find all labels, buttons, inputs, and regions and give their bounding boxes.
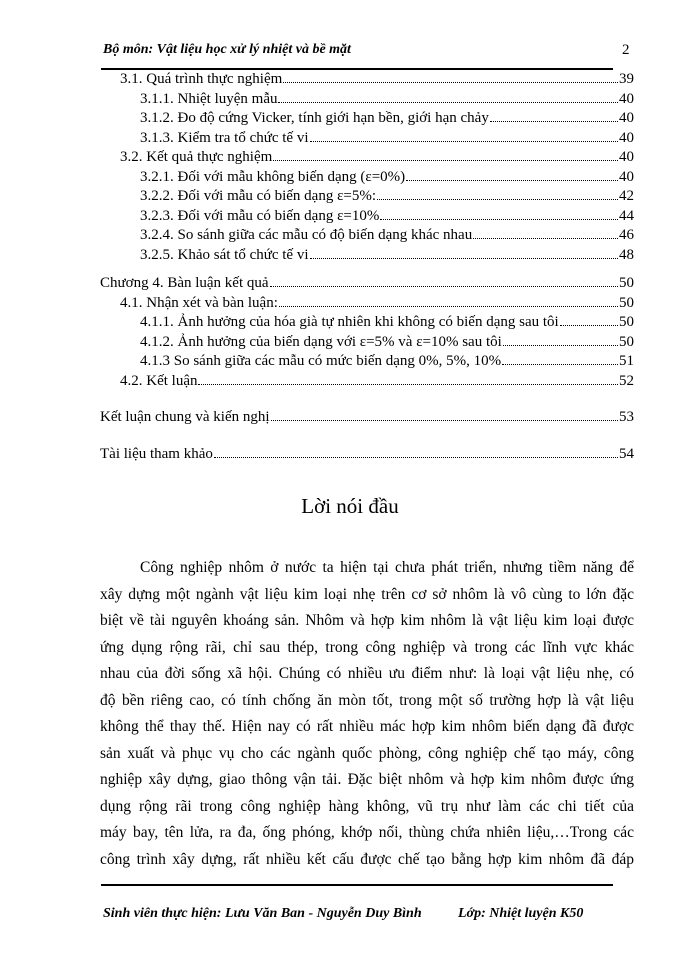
header-title: Bộ môn: Vật liệu học xử lý nhiệt và bề mặt: [103, 42, 351, 57]
toc-entry-label: 3.1.3. Kiểm tra tổ chức tế vi: [140, 129, 309, 146]
toc-entry: [100, 168, 634, 188]
toc-leader-dots: [380, 219, 618, 220]
toc-entry-page: 50: [619, 294, 634, 311]
toc-leader-dots: [271, 420, 618, 421]
toc-entry: [100, 109, 634, 129]
toc-entry-label: 3.2. Kết quả thực nghiệm: [120, 149, 273, 165]
toc-entry-page: 40: [619, 129, 634, 146]
paragraph-line: dụng rộng rãi trong công nghiệp hàng không, vũ trụ như làm các chi tiết của: [100, 797, 634, 815]
paragraph-line: công trình xây dựng, rất nhiều kết cấu được chế tạo bằng hợp kim nhôm đã đáp: [100, 850, 634, 868]
paragraph-line: máy bay, tên lửa, ra đa, ống phóng, khớp nối, thùng chứa nhiên liệu,…Trong các: [100, 824, 634, 841]
toc-entry: [100, 313, 634, 333]
toc-entry-label: 3.1.2. Đo độ cứng Vicker, tính giới hạn bền, giới hạn chảy: [140, 110, 489, 126]
toc-leader-dots: [273, 160, 618, 161]
toc-leader-dots: [503, 345, 618, 346]
toc-entry: [100, 408, 634, 428]
toc-entry: [100, 90, 634, 110]
toc-entry-page: 53: [619, 409, 634, 425]
toc-leader-dots: [279, 306, 618, 307]
toc-entry: [100, 445, 634, 465]
toc-entry-page: 50: [619, 314, 634, 330]
toc-entry: [100, 187, 634, 207]
paragraph-line: không thể thay thế. Hiện nay có rất nhiều mác hợp kim nhôm biến dạng đã được: [100, 718, 634, 735]
toc-leader-dots: [270, 286, 618, 287]
toc-leader-dots: [278, 102, 618, 103]
toc-entry-page: 52: [619, 372, 634, 389]
toc-entry-page: 50: [619, 275, 634, 291]
paragraph-line: nghiệp xây dựng, giao thông vận tải. Đặc biệt nhôm và hợp kim nhôm được ứng: [100, 771, 634, 788]
toc-entry-page: 46: [619, 227, 634, 243]
toc-entry-label: 3.2.1. Đối với mẫu không biến dạng (ε=0%): [140, 168, 406, 185]
toc-entry-page: 40: [619, 168, 634, 185]
toc-entry: [100, 372, 634, 392]
toc-entry-label: 3.2.4. So sánh giữa các mẫu có độ biến dạng khác nhau: [140, 227, 473, 243]
toc-entry-page: 44: [619, 207, 634, 224]
toc-entry: [100, 294, 634, 314]
toc-entry-label: 4.1.3 So sánh giữa các mẫu có mức biến dạng 0%, 5%, 10%: [140, 353, 502, 369]
footer-rule: [101, 884, 613, 886]
toc-entry-page: 54: [619, 445, 634, 462]
toc-entry-label: 3.2.2. Đối với mẫu có biến dạng ε=5%:: [140, 188, 376, 204]
toc-entry-label: Tài liệu tham khảo: [100, 445, 213, 462]
toc-entry-page: 40: [619, 90, 634, 107]
paragraph-line: nhau của đời sống xã hội. Chúng có nhiều ưu điểm như: là loại vật liệu nhẹ, có: [100, 665, 634, 682]
table-of-contents: [100, 70, 634, 464]
toc-leader-dots: [310, 141, 618, 142]
toc-leader-dots: [198, 384, 618, 385]
toc-entry: [100, 148, 634, 168]
paragraph-line: sản xuất và phục vụ cho các ngành quốc phòng, công nghiệp chế tạo máy, công: [100, 744, 634, 762]
toc-leader-dots: [377, 199, 618, 200]
toc-entry-label: 3.1.1. Nhiệt luyện mẫu: [140, 90, 278, 107]
toc-leader-dots: [490, 121, 618, 122]
page-number: 2: [622, 42, 630, 58]
section-title: Lời nói đầu: [301, 494, 399, 518]
body-paragraph: [100, 555, 634, 873]
toc-entry-page: 42: [619, 188, 634, 204]
toc-leader-dots: [310, 258, 618, 259]
paragraph-line: xây dựng một ngành vật liệu kim loại nhẹ trên cơ sở nhôm là vô cùng to lớn đặc: [100, 585, 634, 603]
toc-leader-dots: [214, 457, 618, 458]
paragraph-line: Công nghiệp nhôm ở nước ta hiện tại chưa phát triển, nhưng tiềm năng để: [140, 559, 634, 576]
toc-entry: [100, 70, 634, 90]
toc-entry-label: 3.2.3. Đối với mẫu có biến dạng ε=10%: [140, 207, 380, 224]
toc-entry-label: Kết luận chung và kiến nghị: [100, 409, 270, 425]
toc-entry-label: 3.2.5. Khảo sát tổ chức tế vi: [140, 246, 309, 263]
toc-entry: [100, 352, 634, 372]
toc-leader-dots: [406, 180, 618, 181]
toc-entry: [100, 207, 634, 227]
toc-entry: [100, 274, 634, 294]
toc-entry-page: 40: [619, 149, 634, 165]
toc-entry-page: 40: [619, 110, 634, 126]
toc-entry: [100, 333, 634, 353]
toc-entry: [100, 226, 634, 246]
toc-entry-page: 48: [619, 246, 634, 263]
toc-entry-label: Chương 4. Bàn luận kết quả: [100, 275, 269, 291]
toc-entry-label: 4.2. Kết luận: [120, 372, 198, 389]
toc-entry: [100, 129, 634, 149]
toc-leader-dots: [473, 238, 618, 239]
toc-entry-label: 3.1. Quá trình thực nghiệm: [120, 71, 283, 87]
toc-leader-dots: [560, 325, 618, 326]
paragraph-line: biệt về tài nguyên khoáng sản. Nhôm và hợp kim nhôm là vật liệu kim loại được: [100, 612, 634, 629]
toc-entry: [100, 246, 634, 266]
footer-class: Lớp: Nhiệt luyện K50: [458, 906, 584, 921]
toc-leader-dots: [502, 364, 618, 365]
toc-entry-label: 4.1.2. Ảnh hưởng của biến dạng với ε=5% và ε=10% sau tôi: [140, 333, 502, 350]
paragraph-line: ứng dụng rộng rãi, chỉ sau thép, trong công nghiệp và trong các lĩnh vực khác: [100, 638, 634, 656]
toc-leader-dots: [283, 82, 618, 83]
toc-entry-page: 50: [619, 333, 634, 350]
toc-entry-label: 4.1.1. Ảnh hưởng của hóa già tự nhiên khi không có biến dạng sau tôi: [140, 314, 559, 330]
toc-entry-label: 4.1. Nhận xét và bàn luận:: [120, 294, 278, 311]
toc-entry-page: 39: [619, 71, 634, 87]
footer-student: Sinh viên thực hiện: Lưu Văn Ban - Nguyễn Duy Bình: [103, 906, 422, 921]
toc-entry-page: 51: [619, 353, 634, 369]
paragraph-line: độ bền riêng cao, có tính chống ăn mòn tốt, trong một số trường hợp là vật liệu: [100, 691, 634, 709]
